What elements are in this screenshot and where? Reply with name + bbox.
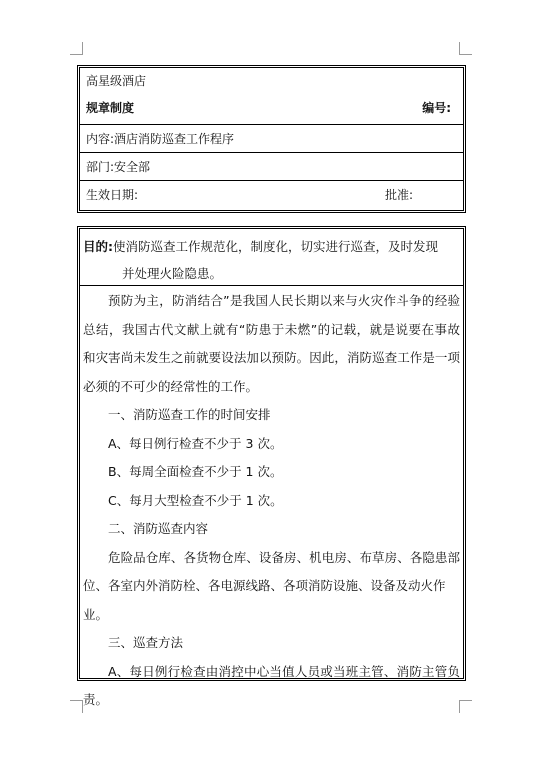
content-row [80, 124, 463, 153]
list-item-b: B、每周全面检查不少于 1 次。 [108, 464, 283, 479]
goal-line-1: 使消防巡查工作规范化，制度化，切实进行巡查，及时发现 [113, 239, 439, 254]
goal-label: 目的: [83, 239, 113, 254]
list-item-c: C、每月大型检查不少于 1 次。 [108, 492, 283, 508]
procedure-body [83, 287, 460, 715]
paragraph-line: 总结，我国古代文献上就有“防患于未燃”的记载，就是说要在事故 [83, 321, 460, 337]
paragraph-line: 预防为主，防消结合”是我国人民长期以来与火灾作斗争的经验 [108, 293, 460, 308]
crop-mark-top-left [70, 42, 83, 55]
content-field: 内容:酒店消防巡查工作程序 [86, 132, 235, 146]
number-label: 编号: [422, 101, 451, 115]
department-field: 部门:安全部 [86, 160, 151, 174]
section-heading-3: 三、巡查方法 [108, 635, 184, 650]
section-divider [80, 285, 463, 286]
section-heading-2: 二、消防巡查内容 [108, 521, 209, 536]
paragraph-line: 责。 [83, 692, 109, 707]
header-table [77, 65, 466, 213]
crop-mark-bottom-left [70, 700, 83, 713]
paragraph-line: 位、各室内外消防栓、各电源线路、各项消防设施、设备及动火作业。 [83, 578, 446, 622]
effective-date-label: 生效日期: [86, 188, 139, 202]
date-row [80, 180, 463, 211]
goal-section [83, 233, 459, 287]
paragraph-line: 危险品仓库、各货物仓库、设备房、机电房、布草房、各隐患部 [108, 549, 460, 565]
rules-title: 规章制度 [86, 101, 135, 115]
procedure-table [77, 226, 466, 707]
paragraph-line: 和灾害尚未发生之前就要设法加以预防。因此，消防巡查工作是一项 [83, 350, 460, 365]
list-item-a: A、每日例行检查不少于 3 次。 [108, 435, 283, 451]
hotel-name: 高星级酒店 [86, 74, 147, 88]
crop-mark-top-right [459, 42, 472, 55]
section-heading-1: 一、消防巡查工作的时间安排 [108, 407, 271, 422]
paragraph-line: 必须的不可少的经常性的工作。 [83, 378, 259, 394]
approval-label: 批准: [384, 188, 413, 202]
crop-mark-bottom-right [459, 700, 472, 713]
goal-line-2: 并处理火险隐患。 [122, 266, 223, 281]
department-row [80, 152, 463, 181]
paragraph-line: A、每日例行检查由消控中心当值人员或当班主管、消防主管负 [108, 663, 460, 679]
